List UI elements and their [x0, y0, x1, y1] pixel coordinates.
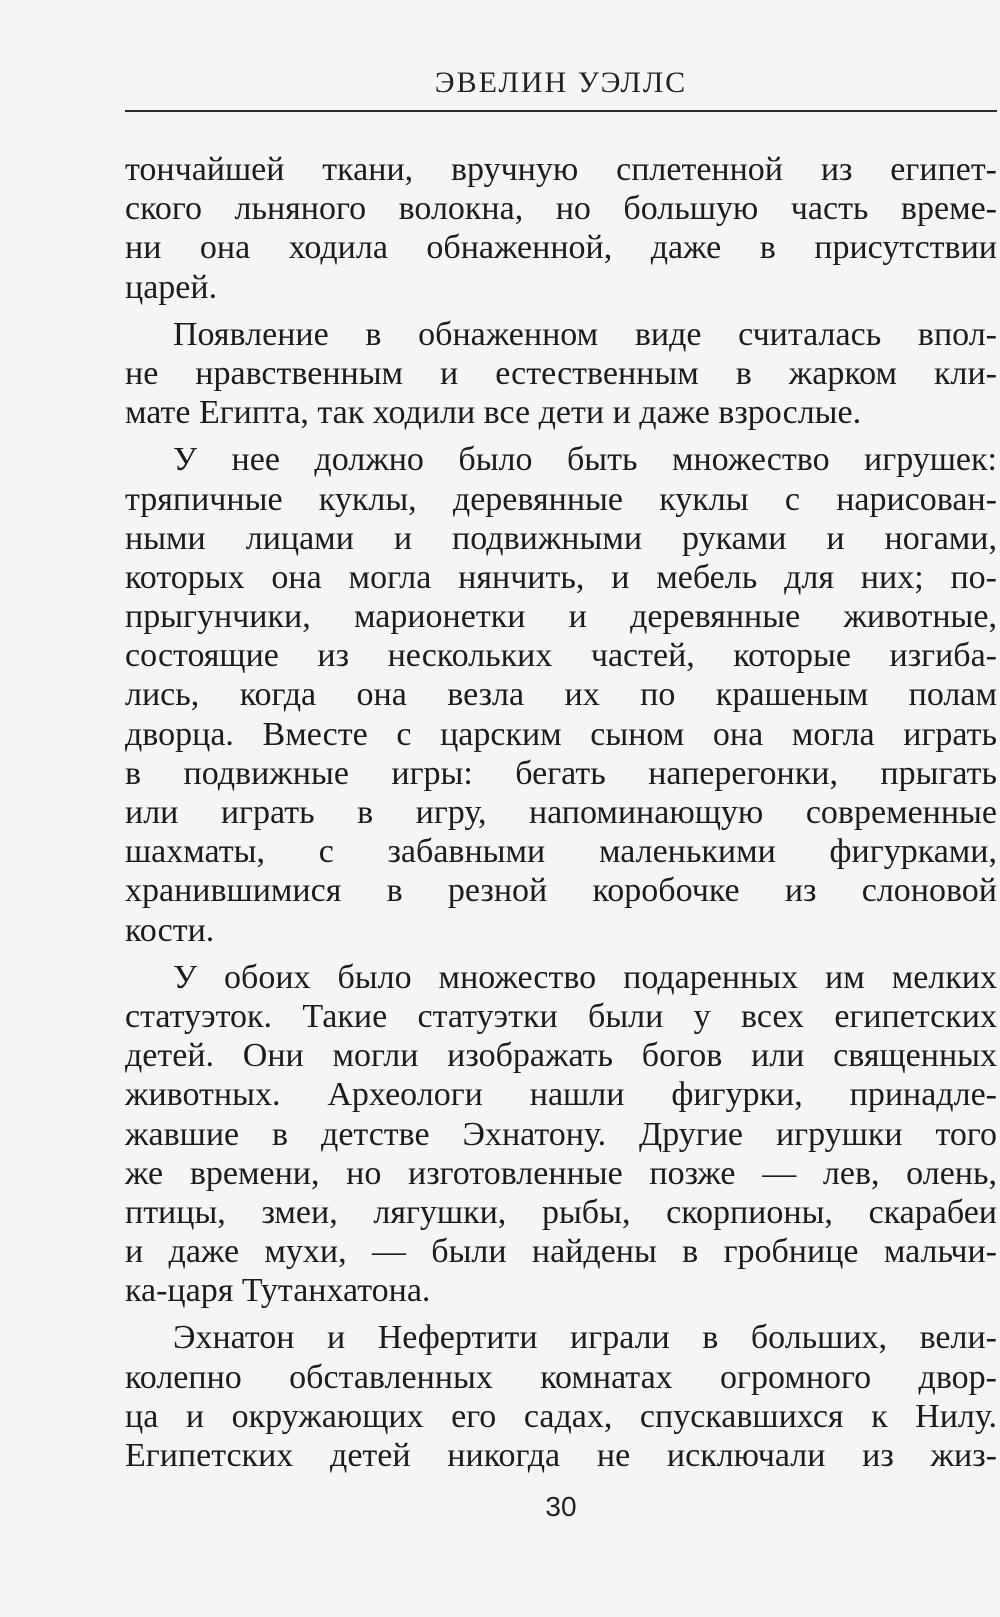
text-line: же времени, но изготовленные позже — лев, олень,	[125, 1154, 997, 1192]
text-line: состоящие из нескольких частей, которые изгиба-	[125, 637, 997, 675]
text-line: Египетских детей никогда не исключали из жиз-	[125, 1437, 997, 1474]
text-line: которых она могла нянчить, и мебель для них; по-	[125, 558, 997, 596]
text-line: детей. Они могли изображать богов или священных	[125, 1037, 997, 1075]
text-line: не нравственным и естественным в жарком кли-	[125, 354, 997, 392]
text-line: Эхнатон и Нефертити играли в больших, вели-	[173, 1319, 997, 1357]
text-line: колепно обставленных комнатах огромного двор-	[125, 1358, 997, 1396]
paragraph	[125, 440, 997, 949]
text-line: ского льняного волокна, но большую часть време-	[125, 190, 997, 228]
text-line: У обоих было множество подаренных им мелких	[173, 958, 997, 996]
text-line: ни она ходила обнаженной, даже в присутствии	[125, 229, 997, 267]
body-text	[125, 150, 997, 1483]
text-line: лись, когда она везла их по крашеным полам	[125, 676, 997, 714]
paragraph	[125, 958, 997, 1311]
text-line: Появление в обнаженном виде считалась впол-	[173, 315, 997, 353]
text-line: статуэток. Такие статуэтки были у всех египетских	[125, 997, 997, 1035]
text-line: шахматы, с забавными маленькими фигурками,	[125, 833, 997, 871]
page-number: 30	[545, 1491, 577, 1522]
header-rule	[125, 110, 997, 112]
text-line: кости.	[125, 911, 215, 949]
text-line: ка-царя Тутанхатона.	[125, 1272, 431, 1310]
paragraph	[125, 315, 997, 433]
text-line: царей.	[125, 268, 218, 306]
text-line: прыгунчики, марионетки и деревянные животные,	[125, 598, 997, 636]
text-line: У нее должно было быть множество игрушек:	[173, 441, 997, 479]
paragraph	[125, 150, 997, 307]
text-line: животных. Археологи нашли фигурки, принадле-	[125, 1076, 997, 1114]
text-line: жавшие в детстве Эхнатону. Другие игрушки того	[125, 1115, 997, 1153]
text-line: птицы, змеи, лягушки, рыбы, скорпионы, скарабеи	[125, 1193, 997, 1231]
text-line: или играть в игру, напоминающую современные	[125, 794, 997, 831]
text-line: ными лицами и подвижными руками и ногами,	[125, 519, 997, 557]
running-head: ЭВЕЛИН УЭЛЛС	[434, 66, 688, 99]
text-line: тряпичные куклы, деревянные куклы с нарисован-	[125, 480, 997, 518]
text-line: хранившимися в резной коробочке из слоновой	[125, 872, 997, 910]
text-line: ца и окружающих его садах, спускавшихся к Нилу.	[125, 1397, 997, 1435]
text-line: в подвижные игры: бегать наперегонки, прыгать	[125, 754, 997, 792]
paragraph	[125, 1318, 997, 1475]
text-line: дворца. Вместе с царским сыном она могла играть	[125, 715, 997, 753]
text-line: и даже мухи, — были найдены в гробнице мальчи-	[125, 1233, 997, 1271]
text-line: мате Египта, так ходили все дети и даже взрослые.	[125, 394, 862, 432]
text-line: тончайшей ткани, вручную сплетенной из египет-	[125, 151, 997, 188]
